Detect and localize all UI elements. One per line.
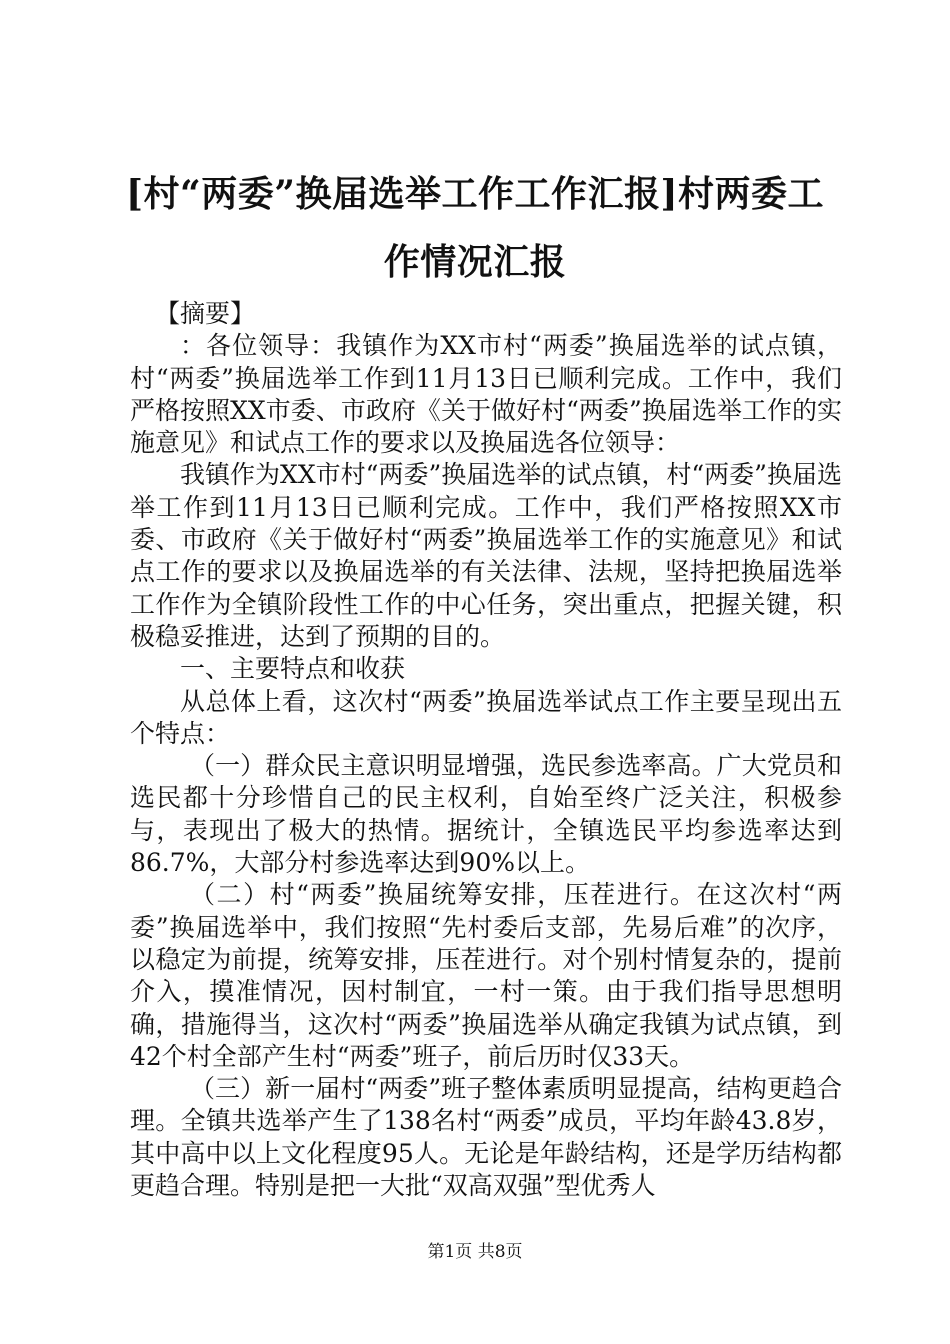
paragraph-item-3: （三）新一届村“两委”班子整体素质明显提高，结构更趋合理。全镇共选举产生了138名村“两委”成员，平均年龄43.8岁，其中高中以上文化程度95人。无论是年龄结构，还是学历结构都更趋合理。特别是把一大批“双高双强”型优秀人 xyxy=(130,1074,842,1201)
page-footer: 第1页 共8页 xyxy=(427,1242,523,1262)
paragraph-intro: 我镇作为XX市村“两委”换届选举的试点镇，村“两委”换届选举工作到11月13日已顺利完成。工作中，我们严格按照XX市委、市政府《关于做好村“两委”换届选举工作的实施意见》和试点工作的要求以及换届选举的有关法律、法规，坚持把换届选举工作作为全镇阶段性工作的中心任务，突出重点，把握关键，积极稳妥推进，达到了预期的目的。 xyxy=(130,460,842,651)
document-body xyxy=(130,298,842,1202)
document-title: [村“两委”换届选举工作工作汇报]村两委工作情况汇报 xyxy=(126,173,824,283)
paragraph-item-1: （一）群众民主意识明显增强，选民参选率高。广大党员和选民都十分珍惜自己的民主权利，自始至终广泛关注，积极参与，表现出了极大的热情。据统计，全镇选民平均参选率达到86.7%，大部分村参选率达到90%以上。 xyxy=(130,751,842,878)
paragraph-item-2: （二）村“两委”换届统筹安排，压茬进行。在这次村“两委”换届选举中，我们按照“先村委后支部，先易后难”的次序，以稳定为前提，统筹安排，压茬进行。对个别村情复杂的，提前介入，摸准情况，因村制宜，一村一策。由于我们指导思想明确，措施得当，这次村“两委”换届选举从确定我镇为试点镇，到42个村全部产生村“两委”班子，前后历时仅33天。 xyxy=(130,880,842,1071)
section-heading: 一、主要特点和收获 xyxy=(180,654,406,684)
abstract-label: 【摘要】 xyxy=(155,299,256,328)
abstract-text: ：各位领导：我镇作为XX市村“两委”换届选举的试点镇，村“两委”换届选举工作到11月13日已顺利完成。工作中，我们严格按照XX市委、市政府《关于做好村“两委”换届选举工作的实施意见》和试点工作的要求以及换届选各位领导： xyxy=(130,331,842,458)
paragraph-overview: 从总体上看，这次村“两委”换届选举试点工作主要呈现出五个特点： xyxy=(130,686,842,748)
